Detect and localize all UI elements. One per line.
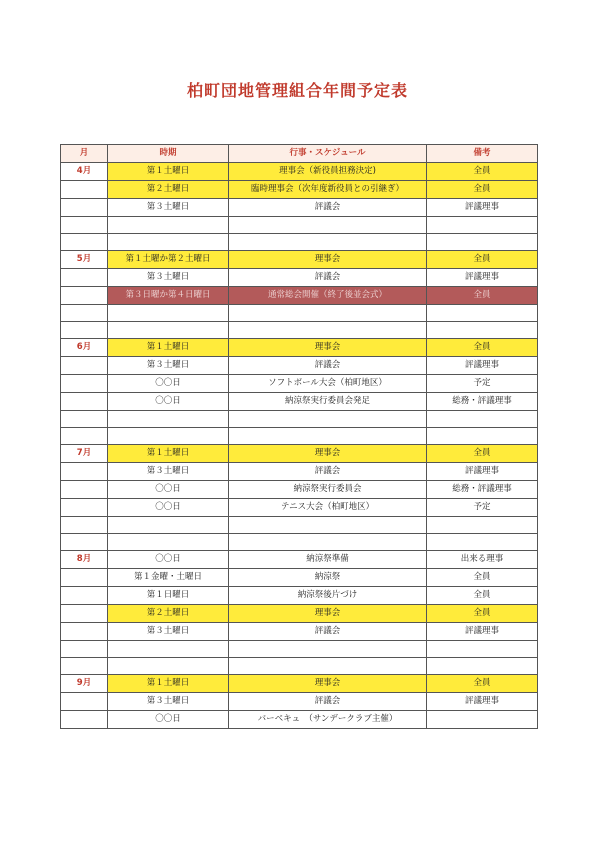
month-cell (61, 287, 108, 305)
note-cell: 全員 (427, 339, 538, 357)
time-cell (108, 234, 229, 251)
note-cell: 全員 (427, 251, 538, 269)
month-cell: 4月 (61, 163, 108, 181)
event-cell (229, 517, 427, 534)
event-cell: 納涼祭実行委員会 (229, 481, 427, 499)
note-cell: 全員 (427, 163, 538, 181)
table-row (61, 305, 538, 322)
event-cell: 評議会 (229, 357, 427, 375)
month-cell: 8月 (61, 551, 108, 569)
table-row (61, 463, 538, 481)
event-cell (229, 411, 427, 428)
month-cell (61, 569, 108, 587)
table-row (61, 199, 538, 217)
note-cell: 予定 (427, 375, 538, 393)
month-cell (61, 305, 108, 322)
event-cell: 評議会 (229, 623, 427, 641)
event-cell: 評議会 (229, 693, 427, 711)
month-cell (61, 641, 108, 658)
time-cell: 第１日曜日 (108, 587, 229, 605)
event-cell: 納涼祭 (229, 569, 427, 587)
time-cell (108, 322, 229, 339)
event-cell (229, 641, 427, 658)
time-cell: 第３土曜日 (108, 269, 229, 287)
page-title: 柏町団地管理組合年間予定表 (186, 81, 408, 100)
table-row (61, 269, 538, 287)
month-cell (61, 658, 108, 675)
time-cell: 第３土曜日 (108, 463, 229, 481)
month-cell: 9月 (61, 675, 108, 693)
note-cell: 評議理事 (427, 357, 538, 375)
note-cell: 全員 (427, 181, 538, 199)
table-row (61, 339, 538, 357)
event-cell: 評議会 (229, 199, 427, 217)
time-cell: 第３土曜日 (108, 623, 229, 641)
month-cell (61, 181, 108, 199)
note-cell: 全員 (427, 675, 538, 693)
header-month: 月 (61, 145, 108, 163)
table-row (61, 675, 538, 693)
note-cell: 全員 (427, 605, 538, 623)
event-cell: 理事会（新役員担務決定) (229, 163, 427, 181)
month-cell (61, 375, 108, 393)
event-cell (229, 658, 427, 675)
time-cell: 〇〇日 (108, 499, 229, 517)
time-cell: 第２土曜日 (108, 181, 229, 199)
time-cell (108, 428, 229, 445)
time-cell: 第３土曜日 (108, 693, 229, 711)
time-cell (108, 517, 229, 534)
time-cell: 第１土曜日 (108, 445, 229, 463)
event-cell: 理事会 (229, 445, 427, 463)
table-row (61, 481, 538, 499)
table-row (61, 587, 538, 605)
time-cell: 第１土曜日 (108, 163, 229, 181)
table-row (61, 445, 538, 463)
event-cell: バーベキュ （サンデークラブ主催） (229, 711, 427, 729)
note-cell: 全員 (427, 587, 538, 605)
note-cell: 評議理事 (427, 199, 538, 217)
table-row (61, 711, 538, 729)
month-cell (61, 711, 108, 729)
event-cell (229, 534, 427, 551)
table-row (61, 569, 538, 587)
event-cell: 理事会 (229, 675, 427, 693)
event-cell: 評議会 (229, 269, 427, 287)
table-row (61, 393, 538, 411)
time-cell: 〇〇日 (108, 551, 229, 569)
month-cell (61, 393, 108, 411)
month-cell (61, 534, 108, 551)
note-cell (427, 428, 538, 445)
table-row (61, 658, 538, 675)
table-row (61, 499, 538, 517)
month-cell: 6月 (61, 339, 108, 357)
table-row (61, 287, 538, 305)
note-cell: 総務・評議理事 (427, 481, 538, 499)
month-cell (61, 693, 108, 711)
note-cell (427, 517, 538, 534)
time-cell (108, 305, 229, 322)
month-cell (61, 217, 108, 234)
table-row (61, 428, 538, 445)
event-cell: 通常総会開催（終了後並会式） (229, 287, 427, 305)
note-cell: 全員 (427, 287, 538, 305)
note-cell: 総務・評議理事 (427, 393, 538, 411)
event-cell (229, 305, 427, 322)
header-event: 行事・スケジュール (229, 145, 427, 163)
table-row (61, 251, 538, 269)
time-cell: 第２土曜日 (108, 605, 229, 623)
time-cell: 〇〇日 (108, 393, 229, 411)
month-cell (61, 463, 108, 481)
event-cell: 納涼祭実行委員会発足 (229, 393, 427, 411)
header-row (61, 145, 538, 163)
time-cell: 第１土曜日 (108, 339, 229, 357)
table-row (61, 357, 538, 375)
time-cell (108, 217, 229, 234)
note-cell (427, 711, 538, 729)
time-cell: 〇〇日 (108, 481, 229, 499)
event-cell: ソフトボール大会（柏町地区） (229, 375, 427, 393)
event-cell: 評議会 (229, 463, 427, 481)
month-cell (61, 234, 108, 251)
time-cell (108, 658, 229, 675)
note-cell: 出来る理事 (427, 551, 538, 569)
header-time: 時期 (108, 145, 229, 163)
event-cell (229, 234, 427, 251)
time-cell: 第１金曜・土曜日 (108, 569, 229, 587)
month-cell (61, 587, 108, 605)
table-row (61, 217, 538, 234)
table-row (61, 375, 538, 393)
month-cell (61, 481, 108, 499)
time-cell (108, 411, 229, 428)
table-row (61, 551, 538, 569)
month-cell (61, 605, 108, 623)
month-cell (61, 428, 108, 445)
time-cell (108, 534, 229, 551)
note-cell: 全員 (427, 569, 538, 587)
event-cell: 理事会 (229, 339, 427, 357)
table-row (61, 322, 538, 339)
table-row (61, 411, 538, 428)
event-cell: 納涼祭後片づけ (229, 587, 427, 605)
note-cell (427, 534, 538, 551)
note-cell: 評議理事 (427, 693, 538, 711)
event-cell (229, 428, 427, 445)
event-cell: 理事会 (229, 605, 427, 623)
time-cell: 〇〇日 (108, 375, 229, 393)
note-cell: 評議理事 (427, 623, 538, 641)
time-cell: 第１土曜か第２土曜日 (108, 251, 229, 269)
month-cell (61, 357, 108, 375)
table-row (61, 181, 538, 199)
table-row (61, 641, 538, 658)
event-cell: テニス大会（柏町地区） (229, 499, 427, 517)
note-cell (427, 234, 538, 251)
schedule-table (60, 144, 538, 729)
month-cell (61, 623, 108, 641)
header-note: 備考 (427, 145, 538, 163)
note-cell (427, 411, 538, 428)
table-row (61, 234, 538, 251)
month-cell (61, 499, 108, 517)
month-cell (61, 269, 108, 287)
note-cell (427, 305, 538, 322)
table-row (61, 693, 538, 711)
month-cell: 7月 (61, 445, 108, 463)
note-cell (427, 322, 538, 339)
table-row (61, 534, 538, 551)
event-cell: 臨時理事会（次年度新役員との引継ぎ） (229, 181, 427, 199)
table-row (61, 517, 538, 534)
note-cell: 評議理事 (427, 269, 538, 287)
event-cell (229, 322, 427, 339)
event-cell: 納涼祭準備 (229, 551, 427, 569)
month-cell (61, 199, 108, 217)
time-cell: 第３日曜か第４日曜日 (108, 287, 229, 305)
event-cell (229, 217, 427, 234)
note-cell (427, 217, 538, 234)
time-cell: 第３土曜日 (108, 199, 229, 217)
month-cell (61, 411, 108, 428)
time-cell (108, 641, 229, 658)
month-cell: 5月 (61, 251, 108, 269)
note-cell (427, 641, 538, 658)
note-cell (427, 658, 538, 675)
note-cell: 全員 (427, 445, 538, 463)
note-cell: 評議理事 (427, 463, 538, 481)
time-cell: 第３土曜日 (108, 357, 229, 375)
table-row (61, 623, 538, 641)
event-cell: 理事会 (229, 251, 427, 269)
month-cell (61, 517, 108, 534)
note-cell: 予定 (427, 499, 538, 517)
table-row (61, 605, 538, 623)
time-cell: 第１土曜日 (108, 675, 229, 693)
table-row (61, 163, 538, 181)
time-cell: 〇〇日 (108, 711, 229, 729)
month-cell (61, 322, 108, 339)
